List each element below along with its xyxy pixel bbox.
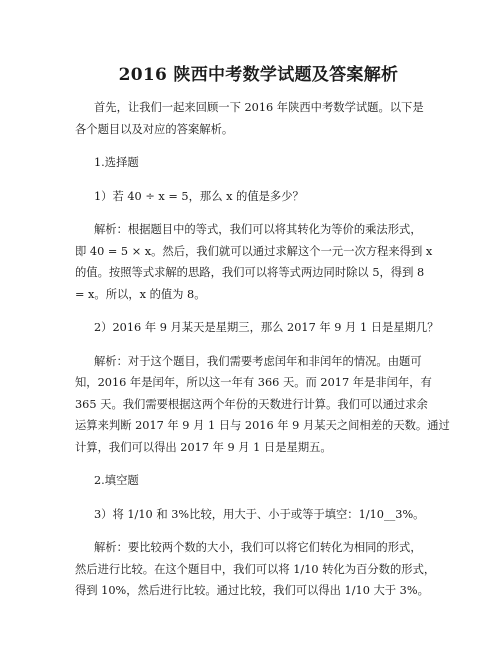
text-line: 运算来判断 2017 年 9 月 1 日与 2016 年 9 月某天之间相差的天数。通过	[75, 419, 450, 432]
text-line: 即 40 = 5 × x。然后，我们就可以通过求解这个一元一次方程来得到 x	[75, 244, 433, 258]
text-line: 365 天。我们需要根据这两个年份的天数进行计算。我们可以通过求余	[75, 397, 428, 411]
intro-paragraph	[75, 97, 442, 140]
text-line: 3）将 1/10 和 3%比较，用大于、小于或等于填空：1/10__3%。	[94, 507, 425, 521]
text-line: 知，2016 年是闰年，所以这一年有 366 天。而 2017 年是非闰年，有	[75, 376, 432, 389]
text-line: 解析：根据题目中的等式，我们可以将其转化为等价的乘法形式，	[94, 223, 422, 236]
question-3	[75, 504, 442, 526]
text-line: 1）若 40 ÷ x = 5，那么 x 的值是多少？	[94, 189, 304, 203]
section-heading-fill-blank	[75, 470, 442, 492]
text-line: = x。所以，x 的值为 8。	[75, 287, 206, 301]
answer-2	[75, 351, 450, 459]
text-line: 然后进行比较。在这个题目中，我们可以将 1/10 转化为百分数的形式，	[75, 562, 436, 576]
text-line: 2.填空题	[94, 474, 139, 487]
text-line: 得到 10%，然后进行比较。通过比较，我们可以得出 1/10 大于 3%。	[75, 584, 429, 597]
text-line: 各个题目以及对应的答案解析。	[75, 122, 234, 136]
text-line: 首先，让我们一起来回顾一下 2016 年陕西中考数学试题。以下是	[94, 101, 424, 114]
section-heading-choice	[75, 152, 442, 174]
answer-1	[75, 219, 442, 305]
text-line: 2）2016 年 9 月某天是星期三，那么 2017 年 9 月 1 日是星期几？	[94, 321, 439, 334]
question-1	[75, 186, 442, 208]
text-line: 的值。按照等式求解的思路，我们可以将等式两边同时除以 5，得到 8	[75, 266, 425, 279]
text-line: 解析：对于这个题目，我们需要考虑闰年和非闰年的情况。由题可	[94, 354, 422, 368]
text-line: 1.选择题	[94, 156, 139, 169]
question-2	[75, 317, 442, 339]
text-line: 计算，我们可以得出 2017 年 9 月 1 日是星期五。	[75, 440, 332, 454]
page-title: 2016 陕西中考数学试题及答案解析	[118, 65, 399, 85]
text-line: 解析：要比较两个数的大小，我们可以将它们转化为相同的形式，	[94, 541, 422, 554]
answer-3	[75, 537, 442, 602]
